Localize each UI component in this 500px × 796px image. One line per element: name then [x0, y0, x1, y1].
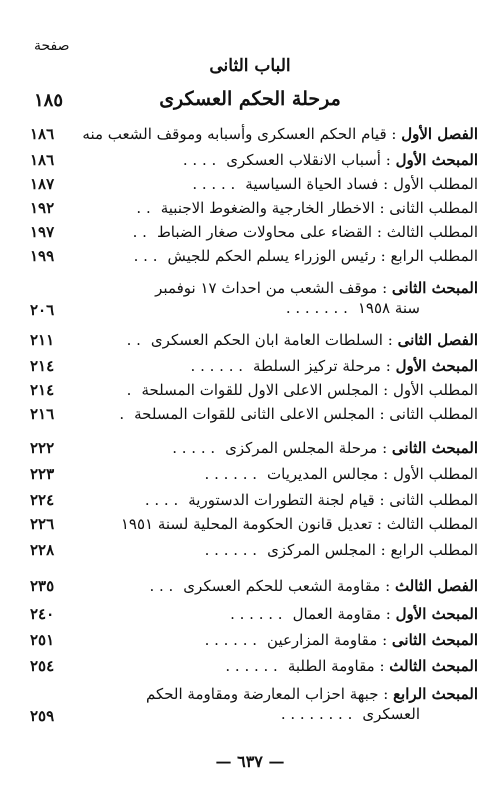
toc-entry-separator: :: [375, 541, 391, 559]
toc-entry-title: فساد الحياة السياسية: [245, 175, 379, 193]
toc-entry-title-line2: العسكرى: [362, 705, 420, 723]
toc-entry-title: مرحلة تركيز السلطة: [253, 357, 381, 375]
toc-entry-label: المطلب الثالث: [386, 515, 478, 533]
toc-entry-leader-dots: .: [126, 381, 132, 399]
toc-entry-page-number: ٢٠٦: [30, 301, 55, 319]
toc-entry-leader-dots: .: [119, 405, 125, 423]
toc-entry-separator: :: [372, 223, 387, 241]
toc-entry-separator: :: [378, 175, 393, 193]
toc-entry-title: تعديل قانون الحكومة المحلية لسنة ١٩٥١: [120, 515, 373, 533]
toc-entry-leader-dots: . . . .: [182, 151, 217, 169]
toc-entry-page-number: ٢٢٤: [30, 491, 55, 509]
toc-entry-leader-dots: . . . . . .: [230, 605, 283, 623]
toc-entry-separator: :: [380, 151, 396, 169]
toc-entry: [30, 656, 478, 676]
toc-entry: [30, 222, 478, 242]
toc-entry-separator: :: [380, 577, 395, 595]
toc-entry-leader-dots: . . .: [133, 247, 158, 265]
toc-entry-separator: :: [378, 465, 393, 483]
toc-entry-separator: :: [382, 331, 398, 349]
toc-entry-leader-dots: . . . . .: [172, 439, 216, 457]
toc-entry-title: المجلس الاعلى الاول للقوات المسلحة: [141, 381, 379, 399]
toc-entry-page-number: ٢٥٤: [30, 657, 55, 675]
toc-entry-title: القضاء على محاولات صغار الضباط: [156, 223, 373, 241]
toc-entry-leader-dots: . . .: [149, 577, 174, 595]
toc-entry-page-number: ١٩٧: [30, 223, 55, 241]
toc-entry: [30, 246, 478, 266]
toc-entry-title: جبهة احزاب المعارضة ومقاومة الحكم: [145, 685, 379, 703]
toc-entry-label: المطلب الثانى: [389, 405, 478, 423]
toc-entry-page-number: ١٨٧: [30, 175, 55, 193]
toc-entry-label: المبحث الأول: [395, 605, 478, 623]
section-page-number: ١٨٥: [34, 90, 64, 111]
toc-entry-title: موقف الشعب من احداث ١٧ نوفمبر: [155, 279, 378, 297]
toc-entry-separator: :: [378, 685, 394, 703]
toc-entry-title-line2: سنة ١٩٥٨: [357, 299, 420, 317]
toc-entry-leader-dots: . . . . . . .: [285, 299, 348, 317]
toc-entry-separator: :: [377, 631, 392, 649]
toc-entry: [30, 404, 478, 424]
toc-entry: [30, 604, 478, 624]
toc-entry-page-number: ٢٢٣: [30, 465, 55, 483]
toc-entry-page-number: ٢١١: [30, 331, 55, 349]
toc-entry-page-number: ١٩٩: [30, 247, 55, 265]
toc-entry-separator: :: [378, 381, 393, 399]
toc-entry: [30, 150, 478, 170]
toc-entry-page-number: ١٨٦: [30, 125, 55, 143]
toc-entry-title: قيام الحكم العسكرى وأسبابه وموقف الشعب منه: [82, 125, 387, 143]
toc-entry-title: أسباب الانقلاب العسكرى: [226, 151, 381, 169]
toc-entry-label: المبحث الثانى: [391, 279, 478, 297]
toc-entry-page-number: ٢٥٩: [30, 707, 55, 725]
toc-entry: [30, 330, 478, 350]
toc-entry: [30, 576, 478, 596]
toc-entry-leader-dots: . . . . . .: [204, 465, 257, 483]
toc-entry-label: المبحث الرابع: [393, 685, 478, 703]
toc-entry: [30, 438, 478, 458]
page-number-footer: — ٦٣٧ —: [215, 752, 285, 771]
toc-entry-title-continued: [30, 704, 478, 724]
toc-entry-page-number: ٢٥١: [30, 631, 55, 649]
toc-entry-label: المبحث الأول: [395, 151, 478, 169]
toc-entry-label: المطلب الرابع: [390, 247, 478, 265]
toc-entry-leader-dots: . . . . .: [192, 175, 236, 193]
toc-entry-leader-dots: . . . . . .: [190, 357, 243, 375]
toc-entry-label: المبحث الثانى: [391, 631, 478, 649]
toc-entry-leader-dots: . .: [132, 223, 147, 241]
toc-entry-label: المطلب الثالث: [386, 223, 478, 241]
toc-entry-separator: :: [374, 491, 390, 509]
toc-entry-label: المطلب الأول: [392, 175, 478, 193]
toc-entry-page-number: ٢٢٢: [30, 439, 55, 457]
toc-entry-leader-dots: . .: [136, 199, 151, 217]
toc-entry-leader-dots: . . . .: [144, 491, 179, 509]
toc-entry-page-number: ٢٢٨: [30, 541, 55, 559]
toc-entry-label: المطلب الأول: [392, 381, 478, 399]
toc-entry-separator: :: [377, 279, 392, 297]
toc-entry: [30, 630, 478, 650]
toc-entry: [30, 464, 478, 484]
toc-entry: [30, 380, 478, 400]
toc-entry-separator: :: [386, 125, 402, 143]
toc-entry-label: المطلب الثانى: [389, 491, 478, 509]
toc-entry-separator: :: [377, 439, 392, 457]
toc-entry: [30, 198, 478, 218]
toc-entry-page-number: ١٨٦: [30, 151, 55, 169]
toc-entry: [30, 174, 478, 194]
toc-entry-label: الفصل الثانى: [397, 331, 478, 349]
section-title: مرحلة الحكم العسكرى: [159, 88, 341, 110]
toc-entry-label: المطلب الرابع: [390, 541, 478, 559]
toc-entry-separator: :: [374, 199, 390, 217]
toc-entry: [30, 490, 478, 510]
toc-entry-page-number: ٢١٦: [30, 405, 55, 423]
toc-entry-separator: :: [375, 247, 391, 265]
toc-entry-title: المجلس المركزى: [267, 541, 376, 559]
toc-entry-page-number: ٢٢٦: [30, 515, 55, 533]
toc-entry-leader-dots: . . . . . . . .: [280, 705, 353, 723]
toc-entry-title-continued: [30, 298, 478, 318]
toc-entry-label: المبحث الثانى: [391, 439, 478, 457]
toc-entry-label: الفصل الأول: [401, 125, 478, 143]
toc-entry-title: رئيس الوزراء يسلم الحكم للجيش: [167, 247, 376, 265]
toc-entry: [30, 278, 478, 318]
toc-entry-separator: :: [380, 357, 396, 375]
toc-entry-title: السلطات العامة ابان الحكم العسكرى: [150, 331, 383, 349]
toc-entry: [30, 356, 478, 376]
toc-entry-leader-dots: . . . . . .: [204, 541, 258, 559]
toc-entry: [30, 540, 478, 560]
toc-entry-title: قيام لجنة التطورات الدستورية: [188, 491, 375, 509]
part-title: الباب الثانى: [209, 56, 291, 76]
toc-entry-separator: :: [380, 605, 396, 623]
toc-entry-title: مجالس المديريات: [267, 465, 379, 483]
toc-entry-title: مرحلة المجلس المركزى: [225, 439, 378, 457]
toc-entry: [30, 684, 478, 724]
toc-entry-title: مقاومة الشعب للحكم العسكرى: [183, 577, 381, 595]
toc-entry-leader-dots: . . . . . .: [225, 657, 278, 675]
page-column-label: صفحة: [34, 38, 70, 54]
toc-entry-page-number: ٢٤٠: [30, 605, 55, 623]
toc-entry-label: الفصل الثالث: [394, 577, 478, 595]
toc-entry-title: مقاومة العمال: [292, 605, 381, 623]
toc-entry-separator: :: [374, 405, 390, 423]
toc-entry: [30, 124, 478, 144]
toc-entry: [30, 514, 478, 534]
toc-entry-label: المبحث الثالث: [389, 657, 478, 675]
toc-entry-page-number: ٢١٤: [30, 381, 55, 399]
toc-entry-label: المطلب الأول: [392, 465, 478, 483]
toc-entry-leader-dots: . .: [126, 331, 141, 349]
toc-entry-title: المجلس الاعلى الثانى للقوات المسلحة: [134, 405, 375, 423]
toc-entry-label: المطلب الثانى: [389, 199, 478, 217]
toc-entry-title: الاخطار الخارجية والضغوط الاجنبية: [160, 199, 375, 217]
toc-entry-title: مقاومة المزارعين: [267, 631, 378, 649]
toc-entry-leader-dots: . . . . . .: [204, 631, 258, 649]
toc-entry-separator: :: [374, 657, 390, 675]
toc-entry-label: المبحث الأول: [395, 357, 478, 375]
toc-entry-page-number: ١٩٢: [30, 199, 55, 217]
toc-entry-page-number: ٢٣٥: [30, 577, 55, 595]
toc-entry-separator: :: [372, 515, 387, 533]
toc-entry-page-number: ٢١٤: [30, 357, 55, 375]
toc-entry-title: مقاومة الطلبة: [287, 657, 375, 675]
